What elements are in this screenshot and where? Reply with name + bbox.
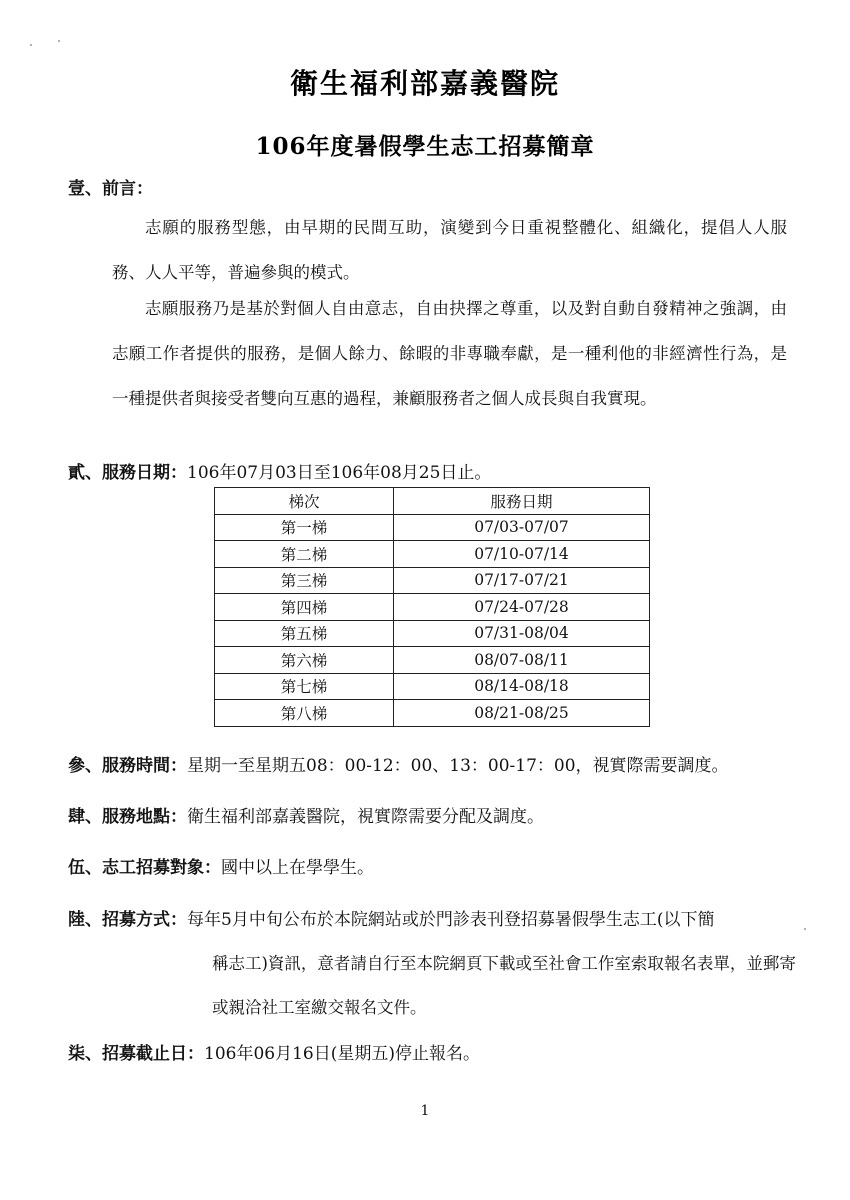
section-heading: 壹、前言： bbox=[68, 179, 153, 199]
table-row bbox=[215, 594, 650, 621]
section-heading: 肆、服務地點： bbox=[68, 807, 187, 827]
table-row bbox=[215, 541, 650, 568]
recruitment-method-continuation: 稱志工)資訊，意者請自行至本院網頁下載或至社會工作室索取報名表單，並郵寄或親洽社工室繳交報名文件。 bbox=[212, 954, 796, 1017]
service-location-text: 衛生福利部嘉義醫院，視實際需要分配及調度。 bbox=[187, 807, 544, 827]
recruitment-target-text: 國中以上在學學生。 bbox=[221, 858, 374, 878]
page-number: 1 bbox=[420, 1103, 430, 1119]
table-row bbox=[215, 620, 650, 647]
batch-cell: 第八梯 bbox=[215, 700, 394, 727]
service-hours-text: 星期一至星期五08：00-12：00、13：00-17：00，視實際需要調度。 bbox=[187, 756, 729, 776]
section-deadline bbox=[68, 1043, 480, 1065]
table-row bbox=[215, 514, 650, 541]
section-heading: 柒、招募截止日： bbox=[68, 1044, 204, 1064]
date-cell: 07/10-07/14 bbox=[394, 541, 650, 568]
batch-cell: 第五梯 bbox=[215, 620, 394, 647]
date-cell: 08/07-08/11 bbox=[394, 647, 650, 674]
document-subtitle: 106年度暑假學生志工招募簡章 bbox=[255, 133, 595, 160]
table-row bbox=[215, 567, 650, 594]
section-recruitment-method bbox=[68, 909, 714, 931]
date-cell: 07/03-07/07 bbox=[394, 514, 650, 541]
section-service-dates bbox=[68, 462, 491, 484]
scan-speck bbox=[58, 40, 60, 42]
batch-cell: 第七梯 bbox=[215, 673, 394, 700]
batch-cell: 第六梯 bbox=[215, 647, 394, 674]
column-header-batch: 梯次 bbox=[215, 488, 394, 515]
column-header-date: 服務日期 bbox=[394, 488, 650, 515]
batch-cell: 第四梯 bbox=[215, 594, 394, 621]
service-dates-text: 106年07月03日至106年08月25日止。 bbox=[187, 463, 492, 483]
schedule-table bbox=[214, 487, 650, 727]
section-introduction bbox=[68, 178, 153, 200]
recruitment-method-line-1: 每年5月中旬公布於本院網站或於門診表刊登招募暑假學生志工(以下簡 bbox=[187, 910, 715, 930]
table-row bbox=[215, 647, 650, 674]
date-cell: 08/21-08/25 bbox=[394, 700, 650, 727]
document-title: 衛生福利部嘉義醫院 bbox=[289, 67, 560, 100]
batch-cell: 第一梯 bbox=[215, 514, 394, 541]
date-cell: 08/14-08/18 bbox=[394, 673, 650, 700]
scan-speck bbox=[30, 44, 32, 46]
section-heading: 貳、服務日期： bbox=[68, 463, 187, 483]
section-heading: 陸、招募方式： bbox=[68, 910, 187, 930]
table-row bbox=[215, 673, 650, 700]
section-recruitment-target bbox=[68, 857, 374, 879]
date-cell: 07/17-07/21 bbox=[394, 567, 650, 594]
table-header-row bbox=[215, 488, 650, 515]
section-heading: 參、服務時間： bbox=[68, 756, 187, 776]
section-service-hours bbox=[68, 755, 729, 777]
date-cell: 07/24-07/28 bbox=[394, 594, 650, 621]
intro-paragraph-1: 志願的服務型態，由早期的民間互助，演變到今日重視整體化、組織化，提倡人人服務、人人平等，普遍參與的模式。 bbox=[112, 218, 787, 282]
scan-speck bbox=[804, 928, 806, 930]
section-heading: 伍、志工招募對象： bbox=[68, 858, 221, 878]
deadline-text: 106年06月16日(星期五)停止報名。 bbox=[204, 1044, 480, 1064]
batch-cell: 第三梯 bbox=[215, 567, 394, 594]
date-cell: 07/31-08/04 bbox=[394, 620, 650, 647]
intro-paragraph-2: 志願服務乃是基於對個人自由意志，自由抉擇之尊重，以及對自動自發精神之強調，由志願工作者提供的服務，是個人餘力、餘暇的非專職奉獻，是一種利他的非經濟性行為，是一種提供者與接受者雙向互惠的過程，兼顧服務者之個人成長與自我實現。 bbox=[112, 299, 787, 408]
section-service-location bbox=[68, 806, 544, 828]
table-row bbox=[215, 700, 650, 727]
batch-cell: 第二梯 bbox=[215, 541, 394, 568]
